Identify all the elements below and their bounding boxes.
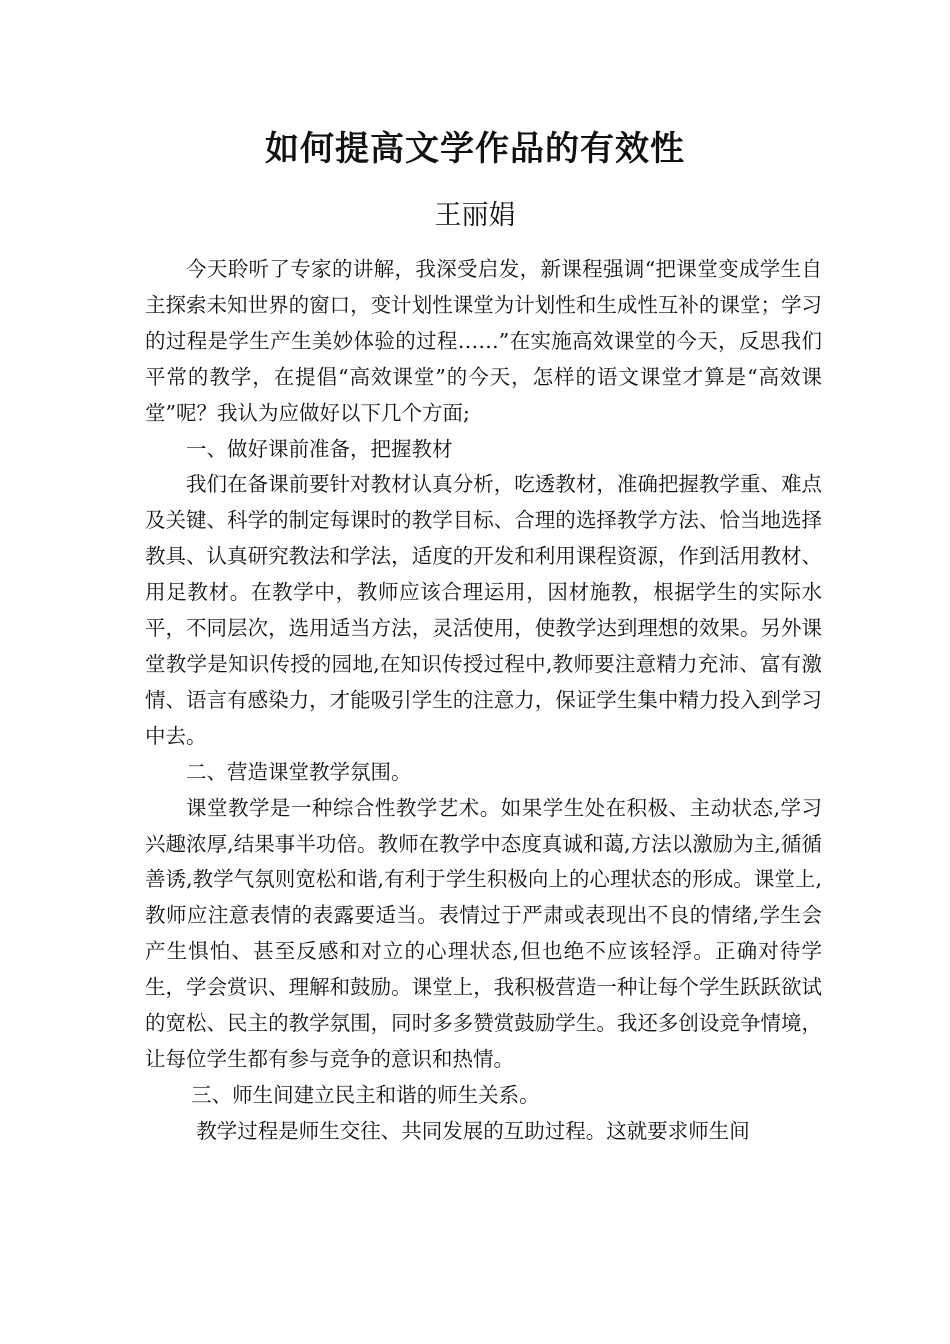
section-heading-2: 二、营造课堂教学氛围。	[186, 759, 412, 784]
section-heading-3: 三、师生间建立民主和谐的师生关系。	[191, 1082, 540, 1107]
document-author: 王丽娟	[434, 200, 516, 231]
document-title: 如何提高文学作品的有效性	[265, 129, 685, 169]
section-3-paragraph: 教学过程是师生交往、共同发展的互助过程。这就要求师生间	[196, 1118, 750, 1143]
section-heading-1: 一、做好课前准备，把握教材	[186, 436, 453, 461]
section-2-paragraph: 课堂教学是一种综合性教学艺术。如果学生处在积极、主动状态,学习兴趣浓厚,结果事半功倍。教师在教学中态度真诚和蔼,方法以激励为主,循循善诱,教学气氛则宽松和谐,有利于学生积极向上的心理状态的形成。课堂上,教师应注意表情的表露要适当。表情过于严肃或表现出不良的情绪,学生会产生惧怕、甚至反感和对立的心理状态,但也绝不应该轻浮。正确对待学生，学会赏识、理解和鼓励。课堂上，我积极营造一种让每个学生跃跃欲试的宽松、民主的教学氛围，同时多多赞赏鼓励学生。我还多创设竞争情境，让每位学生都有参与竞争的意识和热情。	[145, 795, 822, 1071]
intro-paragraph: 今天聆听了专家的讲解，我深受启发，新课程强调“把课堂变成学生自主探索未知世界的窗口，变计划性课堂为计划性和生成性互补的课堂；学习的过程是学生产生美妙体验的过程……”在实施高效课堂的今天，反思我们平常的教学，在提倡“高效课堂”的今天，怎样的语文课堂才算是“高效课堂”呢？我认为应做好以下几个方面;	[145, 257, 822, 425]
document-body	[145, 252, 822, 1150]
section-1-paragraph: 我们在备课前要针对教材认真分析，吃透教材，准确把握教学重、难点及关键、科学的制定每课时的教学目标、合理的选择教学方法、恰当地选择教具、认真研究教法和学法，适度的开发和利用课程资源，作到活用教材、用足教材。在教学中，教师应该合理运用，因材施教，根据学生的实际水平，不同层次，选用适当方法，灵活使用，使教学达到理想的效果。另外课堂教学是知识传授的园地,在知识传授过程中,教师要注意精力充沛、富有激情、语言有感染力，才能吸引学生的注意力，保证学生集中精力投入到学习中去。	[145, 472, 822, 748]
